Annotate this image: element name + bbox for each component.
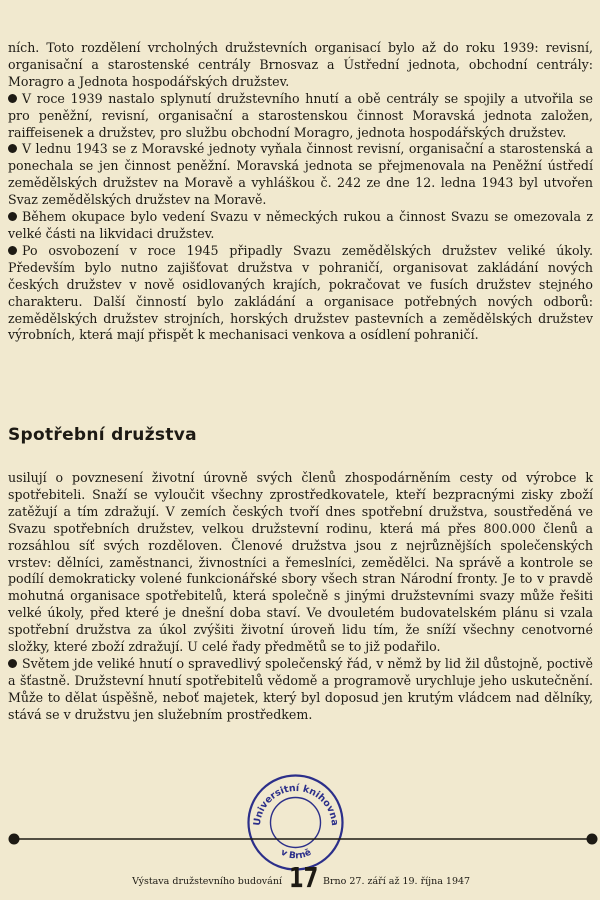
paragraph-text: Během okupace bylo vedení Svazu v německých rukou a činnost Svazu se omezovala z velké části na likvidaci družstev. (8, 209, 593, 241)
bullet-icon (8, 144, 17, 153)
section1-paragraph (8, 141, 593, 209)
svg-text:v Brně (279, 847, 313, 862)
footer-dates: Brno 27. září až 19. října 1947 (323, 876, 471, 887)
paragraph-text: Po osvobození v roce 1945 připadly Svazu zemědělských družstev veliké úkoly. Především bylo nutno zajišťovat družstva v pohraničí, organisovat zakládání nových českých družstev v nově osidlovaných krajích, pokračovat ve fusích družstev stejného charakteru. Další činností bylo zakládání a organisace potřebných nových odborů: zemědělských družstev strojních, horských družstev pastevních a zemědělských družstev výrobních, která mají přispět k mechanisaci venkova a osídlení pohraničí. (8, 242, 593, 343)
paragraph-text: usilují o povznesení životní úrovně svých členů zhospodárněním cesty od výrobce k spotřebiteli. Snaží se vyloučit všechny zprostředkovatele, kteří bezpracnými zisky zboží zatěžují a tím zdražují. V zemích českých tvoří dnes spotřební družstva, soustředěná ve Svazu spotřebních družstev, velkou družstevní rodinu, která má přes 800.000 členů a rozsáhlou síť svých rozděloven. Členové družstva jsou z nejrůznějších společenských vrstev: dělníci, zaměstnanci, živnostníci a řemeslníci, zemědělci. Na správě a kontrole se podílí demokraticky volené funkcionářské sbory všech stran Národní fronty. Je to v pravdě mohutná organisace spotřebitelů, která společně s jinými družstevními svazy může řešiti velké úkoly, před které je dnešní doba staví. Ve dvouletém budovatelském plánu si vzala spotřební družstva za úkol zvýšiti životní úroveň lidu tím, že sníží všechny cenotvorné složky, které zboží zdražují. U celé řady předmětů se to již podařilo. (8, 470, 593, 655)
section-agricultural-cooperatives (8, 40, 593, 344)
section-heading: Spotřební družstva (8, 425, 197, 445)
section1-paragraph (8, 40, 593, 91)
section-consumer-cooperatives (8, 470, 593, 724)
section1-paragraph (8, 209, 593, 243)
paragraph-text: V lednu 1943 se z Moravské jednoty vyňala činnost revisní, organisační a starostenská a ponechala se jen činnost peněžní. Moravská jednota se přejmenovala na Peněžní ústředí zemědělských družstev na Moravě a vyhláškou č. 242 ze dne 12. ledna 1943 byl utvořen Svaz zemědělských družstev na Moravě. (8, 141, 593, 208)
paragraph-text: V roce 1939 nastalo splynutí družstevního hnutí a obě centrály se spojily a utvořila se pro peněžní, revisní, organisační a starostenskou činnost Moravská jednota založen, raiffeisenek a družstev, pro službu obchodní Moragro, jednota hospodářských družstev. (8, 90, 593, 140)
section2-paragraph (8, 470, 593, 656)
paragraph-text: Světem jde veliké hnutí o spravedlivý společenský řád, v němž by lid žil důstojně, poctivě a šťastně. Družstevní hnutí spotřebitelů vědomě a programově urychluje jeho uskutečnění. Může to dělat úspěšně, neboť majetek, který byl doposud jen krutým vládcem nad dělníky, stává se v družstvu jen služebním prostředkem. (8, 655, 593, 722)
bullet-icon (8, 94, 17, 103)
footer-rule (8, 832, 598, 846)
bullet-icon (8, 246, 17, 255)
stamp-text-top: Universitní knihovna (251, 782, 341, 827)
page-number: 17 (289, 861, 319, 894)
bullet-icon (8, 212, 17, 221)
paragraph-text: ních. Toto rozdělení vrcholných družstevních organisací bylo až do roku 1939: revisní, organisační a starostenské centrály Brnosvaz a Ústřední jednota, obchodní centrály: Moragro a Jednota hospodářských družstev. (8, 40, 593, 89)
svg-text:Universitní knihovna (252, 783, 340, 827)
library-stamp-icon (243, 770, 348, 875)
section1-paragraph (8, 243, 593, 344)
bullet-icon (8, 659, 17, 668)
section2-paragraph (8, 656, 593, 724)
section1-paragraph (8, 91, 593, 142)
stamp-text-bottom: v Brně (278, 847, 314, 862)
footer-exhibition-title: Výstava družstevního budování (132, 876, 282, 887)
page-footer (0, 862, 600, 896)
